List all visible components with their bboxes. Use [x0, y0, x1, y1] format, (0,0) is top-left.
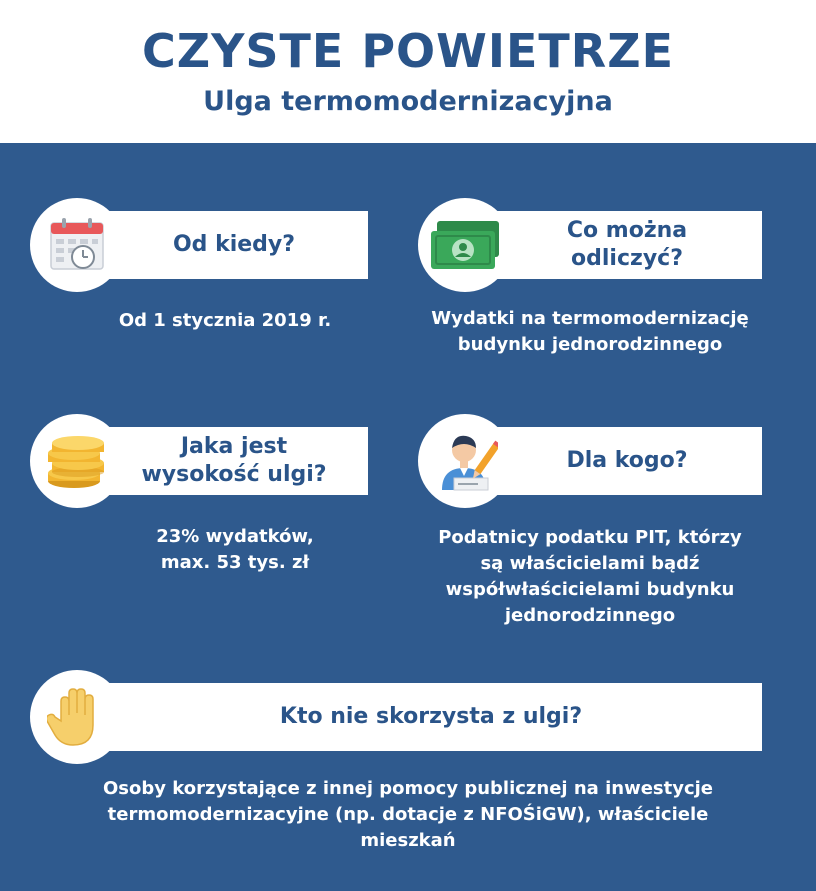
person-signing-icon: [418, 414, 512, 508]
kto-nie-heading-bar: [70, 683, 762, 751]
kto-nie-text: Osoby korzystające z innej pomocy publicznej na inwestycje termomodernizacyjne (np. dotacje z NFOŚiGW), właściciele mieszkań: [102, 778, 714, 851]
calendar-icon: [30, 198, 124, 292]
co-mozna-heading-line2: odliczyć?: [571, 246, 683, 271]
header: [0, 0, 816, 143]
kto-nie-heading: Kto nie skorzysta z ulgi?: [279, 704, 583, 729]
dla-kogo-heading: Dla kogo?: [566, 448, 688, 473]
page-subtitle: Ulga termomodernizacyjna: [203, 86, 613, 117]
co-mozna-heading-line1: Co można: [566, 218, 688, 243]
wysokosc-heading-line1: Jaka jest: [180, 434, 288, 459]
co-mozna-text: Wydatki na termomodernizację budynku jednorodzinnego: [431, 308, 749, 355]
page-title: CZYSTE POWIETRZE: [141, 24, 675, 78]
od-kiedy-text: Od 1 stycznia 2019 r.: [118, 310, 332, 331]
od-kiedy-heading: Od kiedy?: [172, 232, 296, 257]
wysokosc-text: 23% wydatków, max. 53 tys. zł: [156, 526, 314, 573]
raised-hand-icon: [30, 670, 124, 764]
content-panel: [0, 143, 816, 891]
dla-kogo-text: Podatnicy podatku PIT, którzy są właścicielami bądź współwłaścicielami budynku jednorodzinnego: [438, 527, 742, 626]
wysokosc-heading-line2: wysokość ulgi?: [141, 462, 327, 487]
banknote-icon: [418, 198, 512, 292]
coins-icon: [30, 414, 124, 508]
